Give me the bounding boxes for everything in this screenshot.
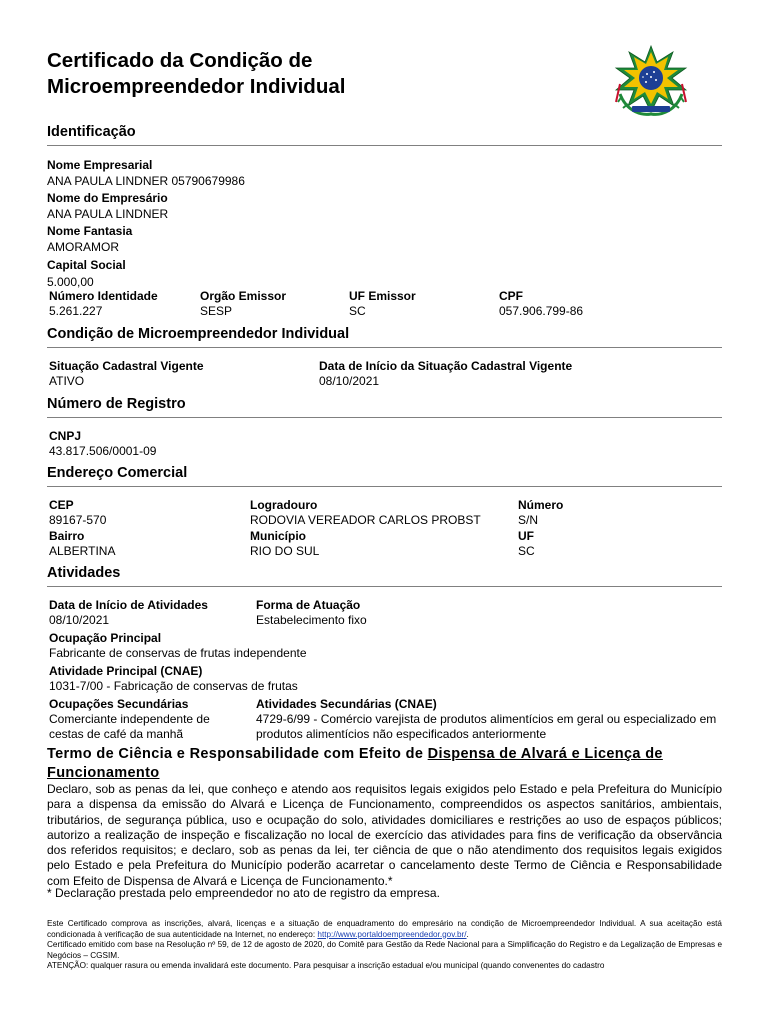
page-title <box>47 48 607 100</box>
logradouro-value: RODOVIA VEREADOR CARLOS PROBST <box>250 513 481 527</box>
footer-paragraph-1-end: . <box>466 929 469 939</box>
termo-title-part1: Termo de Ciência e Responsabilidade com Efeito de <box>47 746 424 762</box>
data-inicio-atividades-label: Data de Início de Atividades <box>49 598 208 612</box>
bairro-value: ALBERTINA <box>49 544 116 558</box>
forma-atuacao-value: Estabelecimento fixo <box>256 613 367 627</box>
situacao-cadastral-label: Situação Cadastral Vigente <box>49 359 204 373</box>
section-heading-registro: Número de Registro <box>47 395 722 418</box>
atividade-principal-label: Atividade Principal (CNAE) <box>49 664 203 678</box>
cep-value: 89167-570 <box>49 513 107 527</box>
atividades-secundarias-label: Atividades Secundárias (CNAE) <box>256 697 437 711</box>
numero-label: Número <box>518 498 564 512</box>
footer-paragraph-3: ATENÇÃO: qualquer rasura ou emenda invalidará este documento. Para pesquisar a inscrição estadual e/ou municipal (quando convenentes do cadastro <box>47 961 605 971</box>
nome-empresario-label: Nome do Empresário <box>47 191 168 205</box>
ocupacoes-secundarias-value: Comerciante independente de cestas de café da manhã <box>49 712 210 741</box>
numero-identidade-value: 5.261.227 <box>49 304 103 318</box>
bairro-label: Bairro <box>49 529 85 543</box>
orgao-emissor-label: Orgão Emissor <box>200 289 287 303</box>
brazil-coat-of-arms-icon <box>612 44 690 118</box>
uf-emissor-label: UF Emissor <box>349 289 416 303</box>
numero-value: S/N <box>518 513 539 527</box>
nome-fantasia-value: AMORAMOR <box>47 240 119 254</box>
cpf-label: CPF <box>499 289 523 303</box>
declaracao-text: Declaro, sob as penas da lei, que conheço e atendo aos requisitos legais exigidos pelo Estado e pela Prefeitura do Município para a dispensa da emissão do Alvará e Licença de Funcionamento, compreendidos os aspectos sanitários, ambientais, tributários, de segurança pública, uso e ocupação do solo, atividades domiciliares e restrições ao uso de espaços públicos; autorizo a realização de inspeção e fiscalização no local de exercício das atividades para fins de verificação da observância dos referidos requisitos; e declaro, sob as penas da lei, ter ciência de que o não atendimento dos requisitos legais exigidos pelo Estado e pela Prefeitura do Município poderão acarretar o cancelamento deste Termo de Ciência e Responsabilidade com Efeito de Dispensa de Alvará e Licença de Funcionamento.* <box>47 782 722 888</box>
cnpj-value: 43.817.506/0001-09 <box>49 444 157 458</box>
numero-identidade-label: Número Identidade <box>49 289 158 303</box>
data-inicio-situacao-value: 08/10/2021 <box>319 374 380 388</box>
forma-atuacao-label: Forma de Atuação <box>256 598 361 612</box>
nome-fantasia-label: Nome Fantasia <box>47 224 133 238</box>
uf-value: SC <box>518 544 535 558</box>
section-heading-condicao: Condição de Microempreendedor Individual <box>47 325 722 348</box>
nome-empresario-value: ANA PAULA LINDNER <box>47 207 169 221</box>
cpf-value: 057.906.799-86 <box>499 304 584 318</box>
capital-social-value: 5.000,00 <box>47 275 94 289</box>
declaracao-note: * Declaração prestada pelo empreendedor no ato de registro da empresa. <box>47 886 440 900</box>
section-heading-endereco: Endereço Comercial <box>47 464 722 487</box>
data-inicio-atividades-value: 08/10/2021 <box>49 613 110 627</box>
ocupacoes-secundarias-label: Ocupações Secundárias <box>49 697 189 711</box>
municipio-label: Município <box>250 529 306 543</box>
uf-label: UF <box>518 529 534 543</box>
data-inicio-situacao-label: Data de Início da Situação Cadastral Vigente <box>319 359 573 373</box>
cep-label: CEP <box>49 498 74 512</box>
title-line-2: Microempreendedor Individual <box>47 75 346 98</box>
footer-notes <box>47 919 722 972</box>
termo-title <box>47 745 722 783</box>
orgao-emissor-value: SESP <box>200 304 233 318</box>
cnpj-label: CNPJ <box>49 429 82 443</box>
nome-empresarial-value: ANA PAULA LINDNER 05790679986 <box>47 174 245 188</box>
nome-empresarial-label: Nome Empresarial <box>47 158 153 172</box>
atividade-principal-value: 1031-7/00 - Fabricação de conservas de frutas <box>49 679 298 693</box>
footer-paragraph-2: Certificado emitido com base na Resolução nº 59, de 12 de agosto de 2020, do Comitê para Gestão da Rede Nacional para a Simplificação do Registro e da Legalização de Empresas e Negócios – CGSIM. <box>47 940 722 960</box>
ocupacao-principal-label: Ocupação Principal <box>49 631 162 645</box>
footer-paragraph-1 <box>47 919 722 940</box>
portal-link[interactable]: http://www.portaldoempreendedor.gov.br/ <box>317 929 467 939</box>
situacao-cadastral-value: ATIVO <box>49 374 85 388</box>
section-heading-identificacao: Identificação <box>47 123 722 146</box>
termo-title-part2: Dispensa de Alvará e Licença de Funcionamento <box>47 746 663 781</box>
footer-paragraph-1-text: Este Certificado comprova as inscrições, alvará, licenças e a situação de enquadramento do empresário na condição de Microempreendedor Individual. A sua aceitação está condicionada à verificação de sua autenticidade na Internet, no endereço: <box>47 919 722 939</box>
atividades-secundarias-value: 4729-6/99 - Comércio varejista de produtos alimentícios em geral ou especializado em produtos alimentícios não especificados anteriormente <box>256 712 717 741</box>
ocupacao-principal-value: Fabricante de conservas de frutas independente <box>49 646 307 660</box>
capital-social-label: Capital Social <box>47 258 126 272</box>
title-line-1: Certificado da Condição de <box>47 49 313 72</box>
municipio-value: RIO DO SUL <box>250 544 320 558</box>
uf-emissor-value: SC <box>349 304 366 318</box>
section-heading-atividades: Atividades <box>47 564 722 587</box>
logradouro-label: Logradouro <box>250 498 318 512</box>
emblem-ribbon <box>632 106 670 112</box>
